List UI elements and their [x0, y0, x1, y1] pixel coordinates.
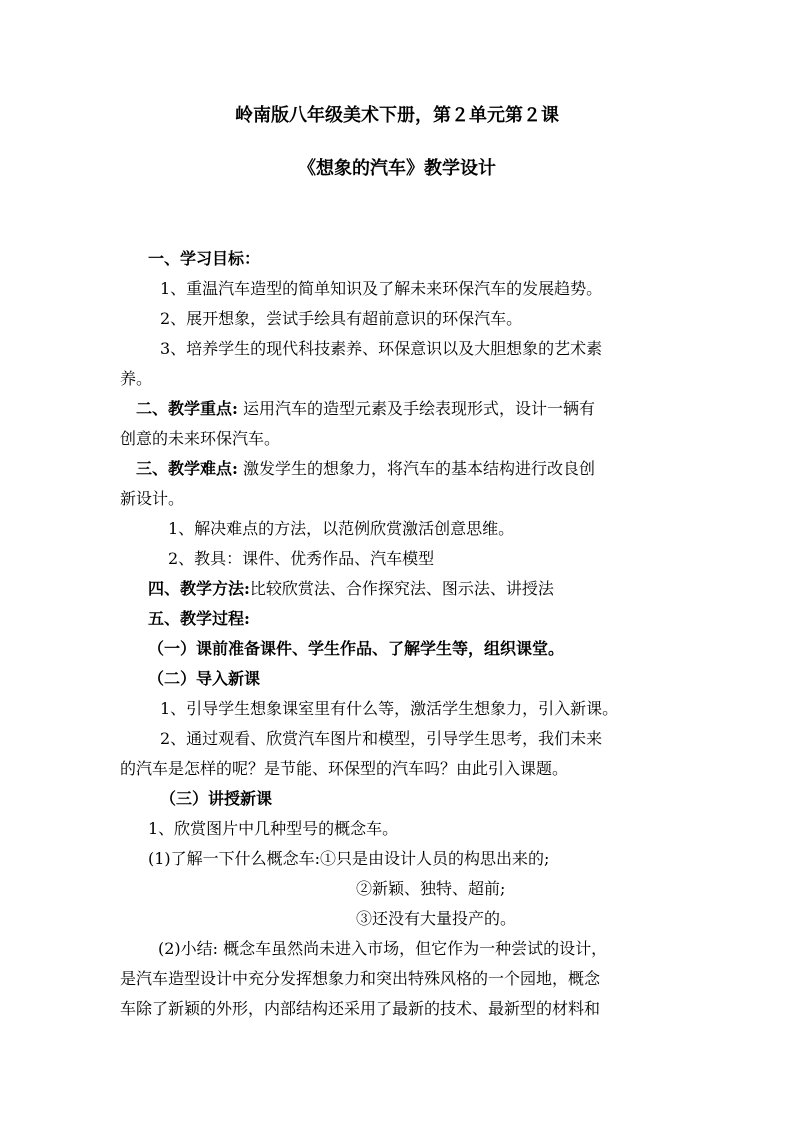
section-4-text: 比较欣赏法、合作探究法、图示法、讲授法	[249, 579, 554, 598]
section-2-text: 运用汽车的造型元素及手绘表现形式，设计一辆有	[237, 399, 596, 418]
objective-3-cont: 养。	[120, 369, 153, 388]
concept-car-point-3: ③还没有大量投产的。	[356, 909, 517, 928]
objective-3: 3、培养学生的现代科技素养、环保意识以及大胆想象的艺术素	[160, 339, 603, 358]
section-4	[148, 578, 554, 600]
summary-line-3: 车除了新颖的外形，内部结构还采用了最新的技术、最新型的材料和	[120, 999, 601, 1018]
intro-item-2-cont: 的汽车是怎样的呢？是节能、环保型的汽车吗？由此引入课题。	[120, 759, 569, 778]
difficulty-item-1: 1、解决难点的方法，以范例欣赏激活创意思维。	[168, 519, 515, 538]
section-2	[136, 398, 595, 420]
section-2-label: 二、教学重点:	[136, 399, 238, 418]
doc-subtitle: 《想象的汽车》教学设计	[298, 158, 496, 179]
difficulty-item-2: 2、教具：课件、优秀作品、汽车模型	[168, 549, 435, 568]
section-4-label: 四、教学方法:	[148, 579, 250, 598]
process-2-heading: （二）导入新课	[148, 669, 261, 688]
section-1-heading: 一、学习目标：	[148, 249, 261, 268]
section-2-cont: 创意的未来环保汽车。	[120, 429, 281, 448]
section-3-label: 三、教学难点:	[136, 459, 238, 478]
objective-1: 1、重温汽车造型的简单知识及了解未来环保汽车的发展趋势。	[160, 279, 603, 298]
concept-car-point-2: ②新颖、独特、超前;	[356, 879, 506, 898]
section-3-text: 激发学生的想象力，将汽车的基本结构进行改良创	[237, 459, 596, 478]
summary-line-2: 是汽车造型设计中充分发挥想象力和突出特殊风格的一个园地，概念	[120, 969, 601, 988]
intro-item-1: 1、引导学生想象课室里有什么等，激活学生想象力，引入新课。	[160, 699, 619, 718]
objective-2: 2、展开想象，尝试手绘具有超前意识的环保汽车。	[160, 309, 523, 328]
process-3-heading: （三）讲授新课	[160, 789, 273, 808]
section-3	[136, 458, 595, 480]
intro-item-2: 2、通过观看、欣赏汽车图片和模型，引导学生思考，我们未来	[160, 729, 603, 748]
process-1-heading: （一）课前准备课件、学生作品、了解学生等，组织课堂。	[148, 639, 565, 658]
concept-car-definition: (1)了解一下什么概念车:①只是由设计人员的构思出来的;	[148, 849, 550, 868]
section-3-cont: 新设计。	[120, 489, 185, 508]
lesson-item-1: 1、欣赏图片中几种型号的概念车。	[148, 819, 399, 838]
summary-line-1: (2)小结: 概念车虽然尚未进入市场，但它作为一种尝试的设计，	[158, 939, 608, 958]
doc-title: 岭南版八年级美术下册，第２单元第２课	[235, 105, 559, 126]
section-5-heading: 五、教学过程:	[148, 609, 250, 628]
